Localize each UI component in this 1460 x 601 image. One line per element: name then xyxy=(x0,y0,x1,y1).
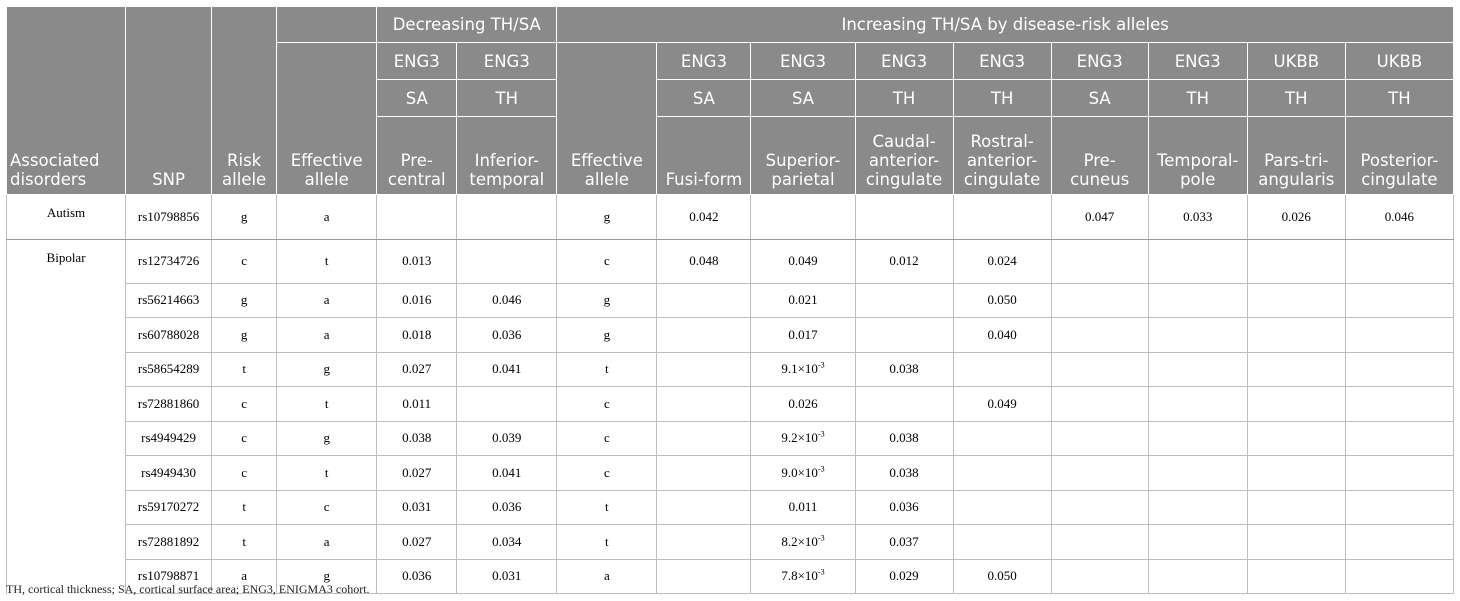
effective-allele-cell: c xyxy=(557,456,657,491)
header-measure: TH xyxy=(457,80,557,117)
effective-allele-cell: a xyxy=(277,318,377,353)
p-value-cell xyxy=(1345,318,1453,353)
header-cohort: ENG3 xyxy=(855,43,953,80)
p-value-cell xyxy=(1051,352,1148,387)
header-measure: SA xyxy=(1051,80,1148,117)
p-value-cell: 0.018 xyxy=(377,318,457,353)
p-value-cell xyxy=(1345,456,1453,491)
p-value-cell xyxy=(953,352,1051,387)
p-value-cell xyxy=(1247,387,1345,422)
table-row xyxy=(7,352,1454,387)
risk-allele-cell: c xyxy=(212,456,277,491)
effective-allele-cell: a xyxy=(277,283,377,318)
p-value-cell xyxy=(1051,421,1148,456)
header-measure: TH xyxy=(1148,80,1247,117)
header-cohort: ENG3 xyxy=(953,43,1051,80)
snp-cell: rs56214663 xyxy=(126,283,212,318)
header-risk-allele: Risk allele xyxy=(212,7,277,195)
p-value-cell xyxy=(953,421,1051,456)
disorder-cell xyxy=(7,318,126,353)
header-cohort: ENG3 xyxy=(1148,43,1247,80)
p-value-cell: 0.013 xyxy=(377,239,457,283)
risk-allele-cell: c xyxy=(212,421,277,456)
table-footnote: TH, cortical thickness; SA, cortical surface area; ENG3, ENIGMA3 cohort. xyxy=(6,582,370,596)
p-value-cell: $9.2\times 10^{-3}$ xyxy=(751,421,855,456)
p-value-cell: 0.031 xyxy=(457,559,557,594)
table-row xyxy=(7,490,1454,525)
header-region: Caudal-anterior-cingulate xyxy=(855,117,953,195)
header-measure: SA xyxy=(377,80,457,117)
p-value-cell xyxy=(953,490,1051,525)
p-value-cell: 0.050 xyxy=(953,283,1051,318)
p-value-cell: $8.2\times 10^{-3}$ xyxy=(751,525,855,560)
p-value-cell xyxy=(1345,239,1453,283)
p-value-cell xyxy=(657,283,751,318)
p-value-cell xyxy=(1247,559,1345,594)
p-value-cell xyxy=(1148,318,1247,353)
risk-allele-cell: c xyxy=(212,387,277,422)
header-region: Inferior-temporal xyxy=(457,117,557,195)
p-value-cell xyxy=(1247,283,1345,318)
header-measure: SA xyxy=(657,80,751,117)
p-value-cell xyxy=(1148,490,1247,525)
p-value-cell xyxy=(1051,490,1148,525)
header-cohort: UKBB xyxy=(1345,43,1453,80)
risk-allele-cell: t xyxy=(212,490,277,525)
effective-allele-cell: g xyxy=(557,283,657,318)
p-value-cell: 0.024 xyxy=(953,239,1051,283)
header-effective-allele-dec: Effective allele xyxy=(277,43,377,195)
p-value-cell: 0.016 xyxy=(377,283,457,318)
p-value-cell: 0.036 xyxy=(377,559,457,594)
p-value-cell: 0.027 xyxy=(377,352,457,387)
disorder-cell xyxy=(7,387,126,422)
table-row xyxy=(7,456,1454,491)
disorder-cell xyxy=(7,283,126,318)
p-value-cell xyxy=(1345,352,1453,387)
disorder-cell xyxy=(7,352,126,387)
p-value-cell xyxy=(1345,283,1453,318)
p-value-cell xyxy=(1148,352,1247,387)
disorder-cell xyxy=(7,490,126,525)
snp-cell: rs10798856 xyxy=(126,195,212,240)
table-row xyxy=(7,195,1454,240)
snp-cell: rs10798871 xyxy=(126,559,212,594)
p-value-cell: 0.038 xyxy=(855,421,953,456)
risk-allele-cell: a xyxy=(212,559,277,594)
p-value-cell xyxy=(1148,387,1247,422)
p-value-cell: 0.017 xyxy=(751,318,855,353)
p-value-cell xyxy=(1051,387,1148,422)
header-region: Pars-tri-angularis xyxy=(1247,117,1345,195)
effective-allele-cell: a xyxy=(277,525,377,560)
p-value-cell: 0.027 xyxy=(377,525,457,560)
header-measure: TH xyxy=(855,80,953,117)
p-value-cell xyxy=(1247,490,1345,525)
p-value-cell: 0.048 xyxy=(657,239,751,283)
table-row xyxy=(7,525,1454,560)
p-value-cell xyxy=(1247,421,1345,456)
p-value-cell: 0.039 xyxy=(457,421,557,456)
header-cohort: ENG3 xyxy=(751,43,855,80)
header-region: Posterior-cingulate xyxy=(1345,117,1453,195)
effective-allele-cell: t xyxy=(557,525,657,560)
header-cohort: ENG3 xyxy=(457,43,557,80)
p-value-cell: 0.046 xyxy=(457,283,557,318)
p-value-cell: 0.029 xyxy=(855,559,953,594)
effective-allele-cell: c xyxy=(557,421,657,456)
p-value-cell xyxy=(953,195,1051,240)
risk-allele-cell: g xyxy=(212,195,277,240)
effective-allele-cell: t xyxy=(557,352,657,387)
header-cohort: UKBB xyxy=(1247,43,1345,80)
p-value-cell: 0.047 xyxy=(1051,195,1148,240)
header-effective-allele-inc: Effective allele xyxy=(557,43,657,195)
p-value-cell xyxy=(1345,421,1453,456)
effective-allele-cell: g xyxy=(277,352,377,387)
p-value-cell: $9.1\times 10^{-3}$ xyxy=(751,352,855,387)
header-region: Superior-parietal xyxy=(751,117,855,195)
table-row xyxy=(7,283,1454,318)
header-region: Pre-central xyxy=(377,117,457,195)
effective-allele-cell: c xyxy=(277,490,377,525)
snp-cell: rs60788028 xyxy=(126,318,212,353)
p-value-cell: 0.036 xyxy=(457,490,557,525)
p-value-cell xyxy=(1247,352,1345,387)
p-value-cell xyxy=(855,195,953,240)
effective-allele-cell: c xyxy=(557,239,657,283)
p-value-cell: 0.049 xyxy=(751,239,855,283)
disorder-cell xyxy=(7,421,126,456)
p-value-cell: 0.037 xyxy=(855,525,953,560)
disorder-cell xyxy=(7,456,126,491)
p-value-cell: 0.011 xyxy=(751,490,855,525)
disorder-cell: Bipolar xyxy=(7,239,126,283)
risk-allele-cell: c xyxy=(212,239,277,283)
p-value-cell xyxy=(1051,559,1148,594)
header-snp: SNP xyxy=(126,7,212,195)
p-value-cell: 0.041 xyxy=(457,456,557,491)
disorder-cell: Autism xyxy=(7,195,126,240)
p-value-cell xyxy=(657,387,751,422)
p-value-cell: 0.046 xyxy=(1345,195,1453,240)
snp-cell: rs4949429 xyxy=(126,421,212,456)
effective-allele-cell: c xyxy=(557,387,657,422)
p-value-cell: 0.011 xyxy=(377,387,457,422)
p-value-cell: 0.050 xyxy=(953,559,1051,594)
effective-allele-cell: a xyxy=(557,559,657,594)
p-value-cell: 0.036 xyxy=(855,490,953,525)
header-cohort: ENG3 xyxy=(1051,43,1148,80)
p-value-cell: 0.026 xyxy=(1247,195,1345,240)
effective-allele-cell: t xyxy=(557,490,657,525)
p-value-cell xyxy=(855,387,953,422)
p-value-cell xyxy=(1247,456,1345,491)
p-value-cell: 0.038 xyxy=(855,352,953,387)
p-value-cell: 0.038 xyxy=(377,421,457,456)
p-value-cell xyxy=(1051,239,1148,283)
risk-allele-cell: t xyxy=(212,352,277,387)
header-cohort: ENG3 xyxy=(657,43,751,80)
p-value-cell xyxy=(1051,456,1148,491)
p-value-cell xyxy=(1345,559,1453,594)
effective-allele-cell: g xyxy=(557,318,657,353)
p-value-cell: 0.021 xyxy=(751,283,855,318)
p-value-cell xyxy=(657,525,751,560)
p-value-cell xyxy=(855,318,953,353)
header-region: Fusi-form xyxy=(657,117,751,195)
p-value-cell xyxy=(457,239,557,283)
table-body xyxy=(7,195,1454,594)
header-measure: TH xyxy=(953,80,1051,117)
header-cohort: ENG3 xyxy=(377,43,457,80)
header-associated-disorders: Associated disorders xyxy=(7,7,126,195)
p-value-cell: 0.038 xyxy=(855,456,953,491)
p-value-cell: 0.042 xyxy=(657,195,751,240)
header-region: Pre-cuneus xyxy=(1051,117,1148,195)
snp-cell: rs4949430 xyxy=(126,456,212,491)
snp-cell: rs58654289 xyxy=(126,352,212,387)
effective-allele-cell: g xyxy=(557,195,657,240)
p-value-cell xyxy=(1247,318,1345,353)
snp-cell: rs59170272 xyxy=(126,490,212,525)
table-row xyxy=(7,387,1454,422)
p-value-cell: 0.026 xyxy=(751,387,855,422)
p-value-cell xyxy=(657,318,751,353)
snp-cell: rs12734726 xyxy=(126,239,212,283)
p-value-cell: 0.036 xyxy=(457,318,557,353)
p-value-cell: 0.027 xyxy=(377,456,457,491)
p-value-cell: $9.0\times 10^{-3}$ xyxy=(751,456,855,491)
p-value-cell xyxy=(953,525,1051,560)
header-region: Rostral-anterior-cingulate xyxy=(953,117,1051,195)
p-value-cell xyxy=(855,283,953,318)
p-value-cell xyxy=(1345,387,1453,422)
effective-allele-cell: a xyxy=(277,195,377,240)
p-value-cell: 0.041 xyxy=(457,352,557,387)
p-value-cell: $7.8\times 10^{-3}$ xyxy=(751,559,855,594)
p-value-cell xyxy=(457,387,557,422)
p-value-cell: 0.012 xyxy=(855,239,953,283)
effective-allele-cell: t xyxy=(277,387,377,422)
header-decreasing: Decreasing TH/SA xyxy=(377,7,557,43)
p-value-cell xyxy=(1148,421,1247,456)
p-value-cell xyxy=(657,490,751,525)
p-value-cell: 0.040 xyxy=(953,318,1051,353)
snp-cell: rs72881860 xyxy=(126,387,212,422)
snp-table xyxy=(6,6,1454,594)
header-region: Temporal-pole xyxy=(1148,117,1247,195)
p-value-cell xyxy=(377,195,457,240)
effective-allele-cell: t xyxy=(277,239,377,283)
p-value-cell xyxy=(1247,525,1345,560)
p-value-cell xyxy=(1148,239,1247,283)
table-row xyxy=(7,421,1454,456)
snp-cell: rs72881892 xyxy=(126,525,212,560)
risk-allele-cell: t xyxy=(212,525,277,560)
p-value-cell: 0.049 xyxy=(953,387,1051,422)
table-container xyxy=(6,6,1454,594)
p-value-cell xyxy=(751,195,855,240)
header-measure: SA xyxy=(751,80,855,117)
table-row xyxy=(7,318,1454,353)
effective-allele-cell: g xyxy=(277,421,377,456)
p-value-cell: 0.034 xyxy=(457,525,557,560)
p-value-cell xyxy=(457,195,557,240)
risk-allele-cell: g xyxy=(212,318,277,353)
header-measure: TH xyxy=(1345,80,1453,117)
p-value-cell xyxy=(657,421,751,456)
p-value-cell: 0.033 xyxy=(1148,195,1247,240)
p-value-cell xyxy=(1051,318,1148,353)
header-increasing: Increasing TH/SA by disease-risk alleles xyxy=(557,7,1454,43)
p-value-cell xyxy=(1148,456,1247,491)
disorder-cell xyxy=(7,525,126,560)
p-value-cell xyxy=(1247,239,1345,283)
p-value-cell xyxy=(953,456,1051,491)
p-value-cell: 0.031 xyxy=(377,490,457,525)
effective-allele-cell: g xyxy=(277,559,377,594)
effective-allele-cell: t xyxy=(277,456,377,491)
p-value-cell xyxy=(1148,559,1247,594)
table-row xyxy=(7,239,1454,283)
p-value-cell xyxy=(1148,525,1247,560)
p-value-cell xyxy=(657,456,751,491)
header-measure: TH xyxy=(1247,80,1345,117)
p-value-cell xyxy=(657,559,751,594)
risk-allele-cell: g xyxy=(212,283,277,318)
p-value-cell xyxy=(1345,525,1453,560)
p-value-cell xyxy=(1148,283,1247,318)
p-value-cell xyxy=(1051,525,1148,560)
p-value-cell xyxy=(1051,283,1148,318)
p-value-cell xyxy=(1345,490,1453,525)
p-value-cell xyxy=(657,352,751,387)
